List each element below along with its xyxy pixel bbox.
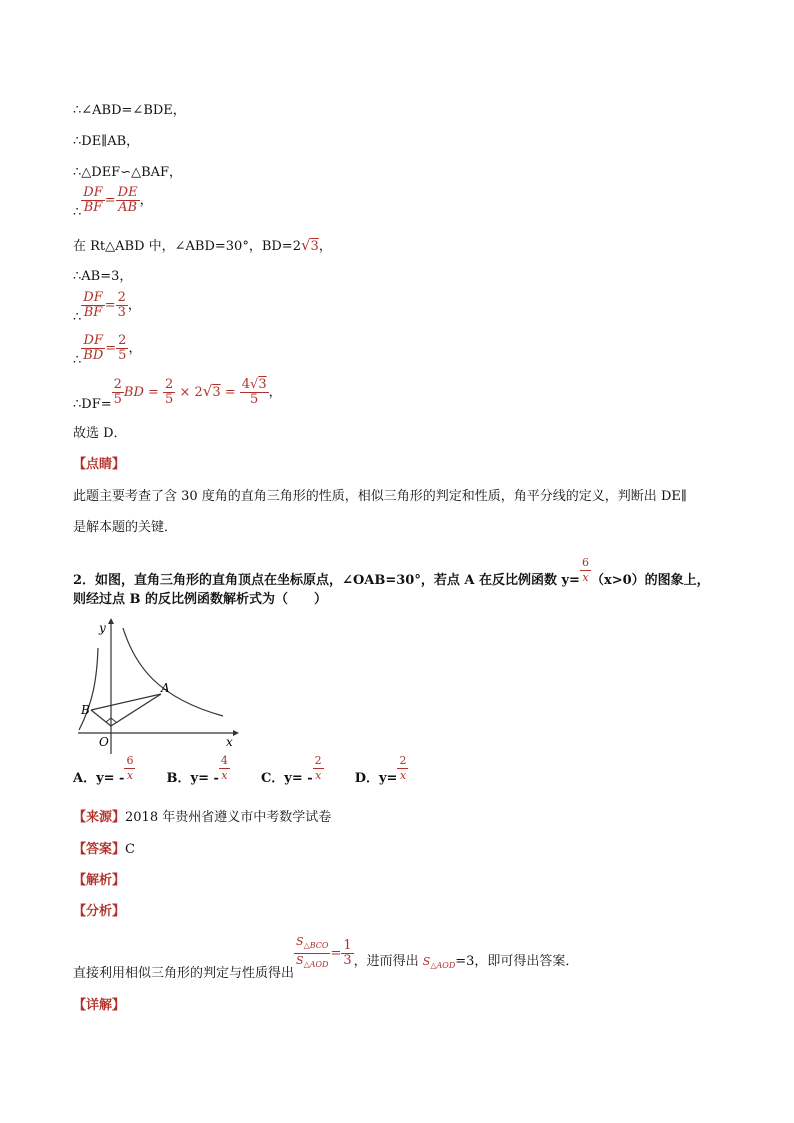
fraction-4root3-5: $\frac{4√3}{5}$ xyxy=(241,377,267,407)
solution-line-4: ∴ $\frac{DF}{BF}$ = $\frac{DE}{AB}$ ， xyxy=(73,185,153,220)
coordinate-graph xyxy=(73,618,243,758)
fraction-df-bf-2: $\frac{DF}{BF}$ xyxy=(83,290,103,320)
solution-line-7: ∴ $\frac{DF}{BF}$ = $\frac{2}{3}$ ， xyxy=(73,290,141,325)
fraction-de-ab: $\frac{DE}{AB}$ xyxy=(117,185,138,215)
segment-ab xyxy=(91,694,161,710)
y-arrow xyxy=(108,618,114,624)
curve-second-quadrant xyxy=(79,648,98,730)
fraction-2-5-a: $\frac{2}{5}$ xyxy=(113,377,122,407)
source-line: 【来源】2018 年贵州省遵义市中考数学试卷 xyxy=(73,810,332,825)
fraction-2-5: $\frac{2}{5}$ xyxy=(118,333,127,363)
solution-line-8: ∴ $\frac{DF}{BD}$ = $\frac{2}{5}$ ， xyxy=(73,333,142,368)
fraction-6-x: $\frac{6}{x}$ xyxy=(581,556,589,584)
label-o: O xyxy=(99,735,109,749)
segment-oa xyxy=(111,694,161,726)
detail-tag: 【详解】 xyxy=(73,998,126,1013)
options-row xyxy=(73,754,408,793)
sqrt-sign: √ xyxy=(300,236,311,254)
therefore-symbol: ∴ xyxy=(73,205,82,220)
option-c[interactable]: C．y= - $\frac{2}{x}$ xyxy=(260,754,322,786)
solution-line-1: ∴∠ABD=∠BDE， xyxy=(73,103,186,118)
fraction-area-ratio: $\frac{S_{\triangle BCO}}{S_{\triangle AOD}}$ xyxy=(296,935,329,970)
label-b: B xyxy=(81,703,90,717)
solution-line-3: ∴△DEF∽△BAF， xyxy=(73,165,183,180)
label-x: x xyxy=(226,735,233,749)
option-b[interactable]: B．y= - $\frac{4}{x}$ xyxy=(166,754,228,786)
solution-line-13: 是解本题的关键． xyxy=(73,520,178,535)
segment-ob xyxy=(91,710,111,726)
fraction-df-bf: $\frac{DF}{BF}$ xyxy=(83,185,103,215)
fraction-2-3: $\frac{2}{3}$ xyxy=(117,290,126,320)
option-a[interactable]: A．y= - $\frac{6}{x}$ xyxy=(73,754,134,786)
analysis-tag: 【解析】 xyxy=(73,873,126,888)
label-y: y xyxy=(99,621,106,635)
option-d[interactable]: D．y= $\frac{2}{x}$ xyxy=(354,754,407,786)
x-arrow xyxy=(233,730,239,736)
fraction-2-5-b: $\frac{2}{5}$ xyxy=(165,377,174,407)
solution-line-6: ∴AB=3， xyxy=(73,269,133,284)
label-a: A xyxy=(161,681,170,695)
fraction-1-3: $\frac{1}{3}$ xyxy=(343,938,352,969)
question-line-1: 2．如图，直角三角形的直角顶点在坐标原点，∠OAB=30°，若点 A 在反比例函数 y= $\frac{6}{x}$ （x>0）的图象上， xyxy=(73,556,710,588)
curve-first-quadrant xyxy=(123,628,223,716)
solution-line-9: ∴DF= $\frac{2}{5}$ BD = $\frac{2}{5}$ × 2√3 = $\frac{4√3}{5}$ ， xyxy=(73,377,282,412)
fenxi-tag: 【分析】 xyxy=(73,904,126,919)
solution-line-12: 此题主要考查了含 30 度角的直角三角形的性质，相似三角形的判定和性质，角平分线的定义，判断出 DE∥ xyxy=(73,489,687,504)
solution-line-2: ∴DE∥AB， xyxy=(73,134,140,149)
fraction-df-bd: $\frac{DF}{BD}$ xyxy=(83,333,104,363)
answer-line: 【答案】C xyxy=(73,842,135,857)
solution-line-10: 故选 D． xyxy=(73,426,127,441)
dianjing-tag: 【点睛】 xyxy=(73,457,126,472)
solution-line-5: 在 Rt△ABD 中，∠ABD=30°，BD=2√3， xyxy=(73,236,332,254)
question-line-2: 则经过点 B 的反比例函数解析式为（ ） xyxy=(73,592,328,607)
fenxi-line: 直接利用相似三角形的判定与性质得出 $\frac{S_{\triangle BCO}}{S_{\triangle AOD}}$ = $\frac{1}{3}$ ，进而得出 $S_{\triangle AOD}=3$，即可得出答案． xyxy=(73,935,579,982)
